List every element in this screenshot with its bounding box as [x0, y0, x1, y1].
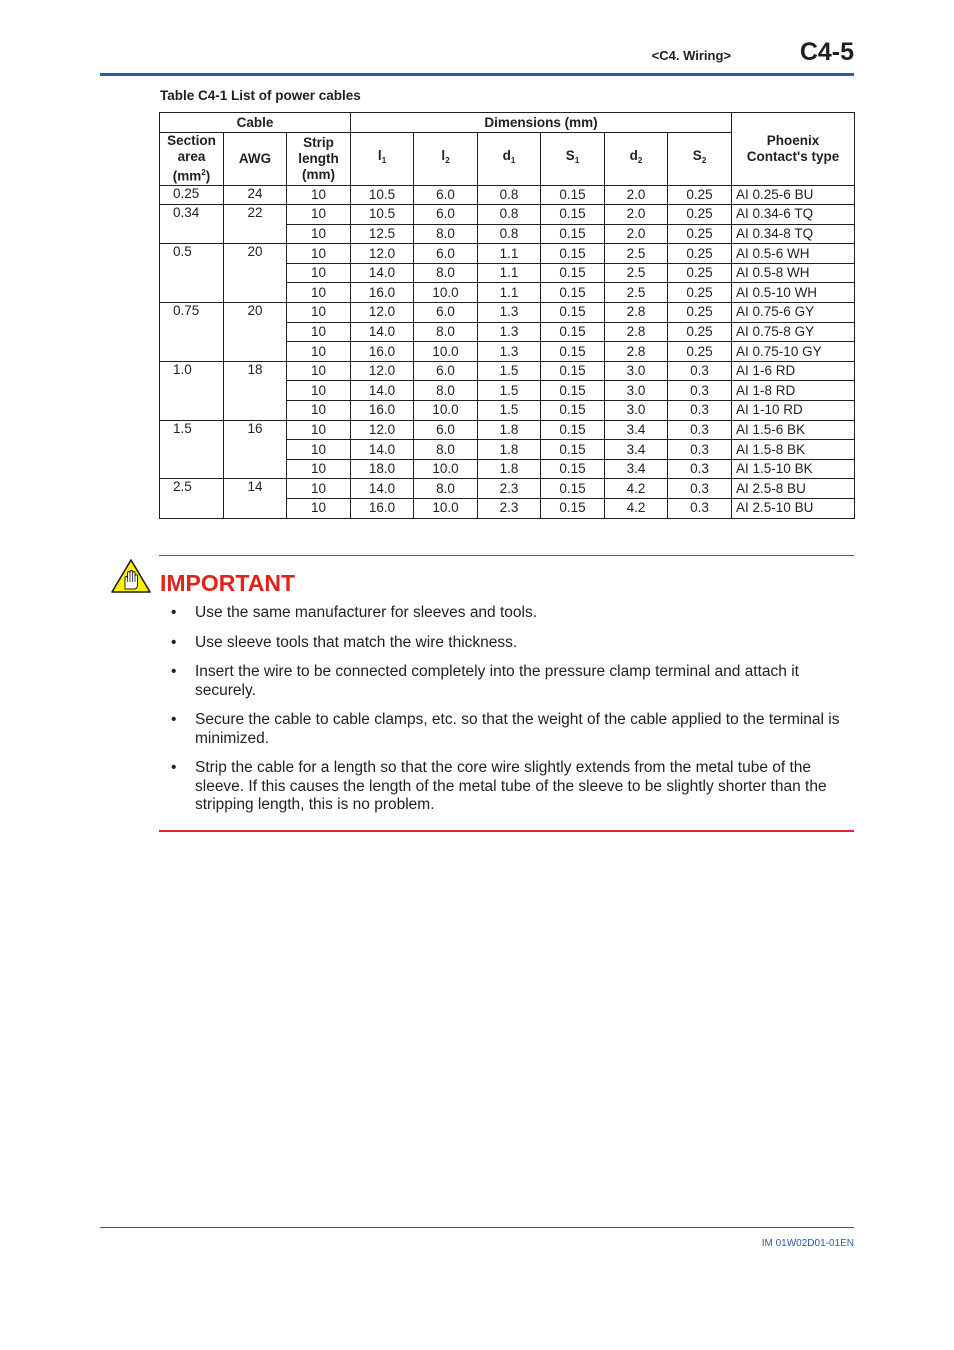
- header-dimensions: Dimensions (mm): [351, 113, 732, 133]
- cell-d1: 1.8: [478, 440, 541, 460]
- cell-section-area: 1.5: [160, 420, 224, 479]
- cell-l2: 8.0: [414, 440, 478, 460]
- cell-d1: 2.3: [478, 479, 541, 499]
- header-l2: $l_2$: [414, 133, 478, 186]
- cell-s1: 0.15: [541, 205, 605, 225]
- page-number: C4-5: [799, 38, 854, 66]
- important-bullet: [171, 759, 861, 815]
- cell-strip: 10: [287, 479, 351, 499]
- cell-d1: 1.1: [478, 244, 541, 264]
- cell-strip: 10: [287, 283, 351, 303]
- header-phoenix: Phoenix Contact's type: [732, 113, 855, 186]
- cell-l2: 6.0: [414, 361, 478, 381]
- hand-caution-icon: [110, 558, 152, 594]
- cell-s2: 0.3: [668, 499, 732, 519]
- cell-d1: 0.8: [478, 185, 541, 205]
- table-row: [160, 479, 855, 499]
- cell-d1: 0.8: [478, 224, 541, 244]
- cell-type: AI 1.5-10 BK: [732, 459, 855, 479]
- cell-type: AI 2.5-8 BU: [732, 479, 855, 499]
- cell-d2: 3.4: [605, 440, 668, 460]
- cell-l2: 6.0: [414, 303, 478, 323]
- cell-s1: 0.15: [541, 361, 605, 381]
- cell-l1: 12.0: [351, 420, 414, 440]
- cell-section-area: 0.34: [160, 205, 224, 244]
- cell-l1: 16.0: [351, 283, 414, 303]
- bullet-glyph: •: [171, 663, 177, 680]
- important-bullet-list: [171, 604, 861, 826]
- bullet-text: Secure the cable to cable clamps, etc. so that the weight of the cable applied to the terminal is minimized.: [195, 711, 840, 747]
- cell-type: AI 0.25-6 BU: [732, 185, 855, 205]
- cell-l2: 6.0: [414, 205, 478, 225]
- cell-s1: 0.15: [541, 303, 605, 323]
- cell-strip: 10: [287, 303, 351, 323]
- cell-s2: 0.25: [668, 185, 732, 205]
- cell-l2: 10.0: [414, 459, 478, 479]
- cell-l1: 16.0: [351, 401, 414, 421]
- important-title: IMPORTANT: [160, 570, 296, 596]
- cell-s1: 0.15: [541, 224, 605, 244]
- cell-d1: 1.8: [478, 459, 541, 479]
- cell-type: AI 1-6 RD: [732, 361, 855, 381]
- cell-section-area: 0.5: [160, 244, 224, 303]
- cell-d1: 2.3: [478, 499, 541, 519]
- cell-d2: 2.0: [605, 185, 668, 205]
- cell-l1: 12.0: [351, 361, 414, 381]
- cell-strip: 10: [287, 185, 351, 205]
- cell-s2: 0.25: [668, 322, 732, 342]
- header-d2: $d_2$: [605, 133, 668, 186]
- cell-d1: 1.5: [478, 401, 541, 421]
- table-row: [160, 185, 855, 205]
- cell-d2: 2.5: [605, 263, 668, 283]
- bullet-text: Strip the cable for a length so that the core wire slightly extends from the metal tube of the sleeve. If this causes the length of the metal tube of the sleeve to be slightly shorter than the stripping length, this is no problem.: [195, 759, 827, 813]
- cell-section-area: 2.5: [160, 479, 224, 518]
- cell-d1: 1.5: [478, 381, 541, 401]
- header-cable: Cable: [160, 113, 351, 133]
- cell-s1: 0.15: [541, 283, 605, 303]
- cell-l2: 8.0: [414, 263, 478, 283]
- cell-s1: 0.15: [541, 381, 605, 401]
- table-row: [160, 361, 855, 381]
- cell-awg: 14: [224, 479, 287, 518]
- cell-type: AI 0.34-8 TQ: [732, 224, 855, 244]
- table-row: [160, 205, 855, 225]
- bullet-text: Insert the wire to be connected completely into the pressure clamp terminal and attach it securely.: [195, 663, 799, 699]
- cell-strip: 10: [287, 361, 351, 381]
- table-row: [160, 420, 855, 440]
- cell-d2: 3.4: [605, 420, 668, 440]
- cell-awg: 24: [224, 185, 287, 205]
- cell-awg: 20: [224, 244, 287, 303]
- cell-awg: 20: [224, 303, 287, 362]
- cell-type: AI 0.34-6 TQ: [732, 205, 855, 225]
- cell-l2: 6.0: [414, 420, 478, 440]
- table-caption: Table C4-1 List of power cables: [160, 88, 361, 103]
- cell-type: AI 0.5-8 WH: [732, 263, 855, 283]
- cell-l2: 10.0: [414, 499, 478, 519]
- cell-d1: 1.3: [478, 322, 541, 342]
- important-bullet: [171, 604, 861, 623]
- important-bullet: [171, 711, 861, 748]
- cell-s1: 0.15: [541, 401, 605, 421]
- bullet-glyph: •: [171, 633, 177, 651]
- cell-s1: 0.15: [541, 342, 605, 362]
- cell-s1: 0.15: [541, 263, 605, 283]
- cell-d1: 1.8: [478, 420, 541, 440]
- cell-strip: 10: [287, 381, 351, 401]
- cell-section-area: 0.25: [160, 185, 224, 205]
- cell-d2: 2.0: [605, 224, 668, 244]
- footer-rule: [100, 1227, 854, 1228]
- cell-strip: 10: [287, 420, 351, 440]
- cell-s2: 0.25: [668, 303, 732, 323]
- cell-s1: 0.15: [541, 420, 605, 440]
- cell-strip: 10: [287, 205, 351, 225]
- cell-s2: 0.3: [668, 381, 732, 401]
- cell-s1: 0.15: [541, 244, 605, 264]
- cell-s1: 0.15: [541, 440, 605, 460]
- cell-s2: 0.3: [668, 420, 732, 440]
- important-bullet: [171, 634, 861, 653]
- cell-d2: 3.0: [605, 401, 668, 421]
- header-s2: $S_2$: [668, 133, 732, 186]
- header-d1: $d_1$: [478, 133, 541, 186]
- cell-s2: 0.3: [668, 459, 732, 479]
- cell-d1: 0.8: [478, 205, 541, 225]
- header-s1: $S_1$: [541, 133, 605, 186]
- cell-type: AI 0.5-10 WH: [732, 283, 855, 303]
- cell-l1: 10.5: [351, 205, 414, 225]
- cell-l2: 8.0: [414, 479, 478, 499]
- cell-l1: 14.0: [351, 440, 414, 460]
- cell-l2: 6.0: [414, 185, 478, 205]
- cell-l1: 18.0: [351, 459, 414, 479]
- cell-strip: 10: [287, 459, 351, 479]
- cell-type: AI 0.75-10 GY: [732, 342, 855, 362]
- cell-l1: 14.0: [351, 263, 414, 283]
- cell-type: AI 0.75-6 GY: [732, 303, 855, 323]
- header-section-area: Section area $(mm^2)$: [160, 133, 224, 186]
- important-bullet: [171, 663, 861, 700]
- header-rule: [100, 73, 854, 76]
- bullet-text: Use the same manufacturer for sleeves and tools.: [195, 604, 538, 621]
- cell-section-area: 0.75: [160, 303, 224, 362]
- cell-d2: 2.5: [605, 283, 668, 303]
- cell-l2: 10.0: [414, 283, 478, 303]
- cell-strip: 10: [287, 499, 351, 519]
- cell-type: AI 1.5-6 BK: [732, 420, 855, 440]
- document-number: IM 01W02D01-01EN: [761, 1238, 854, 1249]
- cell-s2: 0.3: [668, 401, 732, 421]
- cell-s1: 0.15: [541, 479, 605, 499]
- important-bottom-rule: [159, 830, 854, 832]
- cell-l1: 10.5: [351, 185, 414, 205]
- cell-strip: 10: [287, 342, 351, 362]
- cell-d2: 4.2: [605, 479, 668, 499]
- cell-l2: 8.0: [414, 381, 478, 401]
- cell-s1: 0.15: [541, 185, 605, 205]
- cell-l2: 8.0: [414, 224, 478, 244]
- table-row: [160, 303, 855, 323]
- chapter-header: <C4. Wiring>: [651, 48, 731, 63]
- cell-awg: 18: [224, 361, 287, 420]
- cell-awg: 22: [224, 205, 287, 244]
- cell-strip: 10: [287, 440, 351, 460]
- cell-d1: 1.1: [478, 263, 541, 283]
- table-row: [160, 244, 855, 264]
- cell-type: AI 0.5-6 WH: [732, 244, 855, 264]
- cell-s2: 0.3: [668, 440, 732, 460]
- important-top-rule: [159, 555, 854, 556]
- cell-d1: 1.1: [478, 283, 541, 303]
- cell-type: AI 1-10 RD: [732, 401, 855, 421]
- cell-d1: 1.5: [478, 361, 541, 381]
- cell-strip: 10: [287, 322, 351, 342]
- cell-type: AI 1-8 RD: [732, 381, 855, 401]
- cell-s1: 0.15: [541, 322, 605, 342]
- cell-d2: 2.8: [605, 322, 668, 342]
- bullet-glyph: •: [171, 759, 177, 776]
- cell-awg: 16: [224, 420, 287, 479]
- header-l1: $l_1$: [351, 133, 414, 186]
- cell-s2: 0.25: [668, 244, 732, 264]
- cell-strip: 10: [287, 244, 351, 264]
- cell-d1: 1.3: [478, 303, 541, 323]
- cell-l1: 14.0: [351, 381, 414, 401]
- cell-d2: 3.0: [605, 361, 668, 381]
- power-cables-table: [159, 112, 855, 519]
- cell-s2: 0.25: [668, 342, 732, 362]
- cell-d1: 1.3: [478, 342, 541, 362]
- cell-l1: 12.0: [351, 244, 414, 264]
- cell-type: AI 1.5-8 BK: [732, 440, 855, 460]
- cell-l1: 14.0: [351, 322, 414, 342]
- table-body: [160, 185, 855, 518]
- cell-s2: 0.3: [668, 479, 732, 499]
- cell-d2: 3.0: [605, 381, 668, 401]
- cell-d2: 2.8: [605, 342, 668, 362]
- cell-l2: 10.0: [414, 342, 478, 362]
- cell-d2: 2.0: [605, 205, 668, 225]
- header-awg: AWG: [224, 133, 287, 186]
- cell-d2: 4.2: [605, 499, 668, 519]
- cell-s2: 0.3: [668, 361, 732, 381]
- cell-strip: 10: [287, 224, 351, 244]
- cell-strip: 10: [287, 263, 351, 283]
- cell-l1: 16.0: [351, 342, 414, 362]
- cell-s2: 0.25: [668, 283, 732, 303]
- cell-type: AI 0.75-8 GY: [732, 322, 855, 342]
- cell-d2: 3.4: [605, 459, 668, 479]
- cell-s2: 0.25: [668, 224, 732, 244]
- cell-d2: 2.5: [605, 244, 668, 264]
- cell-l2: 10.0: [414, 401, 478, 421]
- cell-l1: 12.5: [351, 224, 414, 244]
- cell-l2: 6.0: [414, 244, 478, 264]
- bullet-glyph: •: [171, 604, 177, 621]
- cell-s1: 0.15: [541, 499, 605, 519]
- cell-s2: 0.25: [668, 263, 732, 283]
- cell-l2: 8.0: [414, 322, 478, 342]
- bullet-text: Use sleeve tools that match the wire thickness.: [195, 633, 518, 651]
- cell-s1: 0.15: [541, 459, 605, 479]
- cell-l1: 16.0: [351, 499, 414, 519]
- cell-s2: 0.25: [668, 205, 732, 225]
- cell-l1: 14.0: [351, 479, 414, 499]
- cell-strip: 10: [287, 401, 351, 421]
- cell-section-area: 1.0: [160, 361, 224, 420]
- cell-l1: 12.0: [351, 303, 414, 323]
- header-strip-length: Strip length (mm): [287, 133, 351, 186]
- cell-d2: 2.8: [605, 303, 668, 323]
- cell-type: AI 2.5-10 BU: [732, 499, 855, 519]
- bullet-glyph: •: [171, 711, 177, 728]
